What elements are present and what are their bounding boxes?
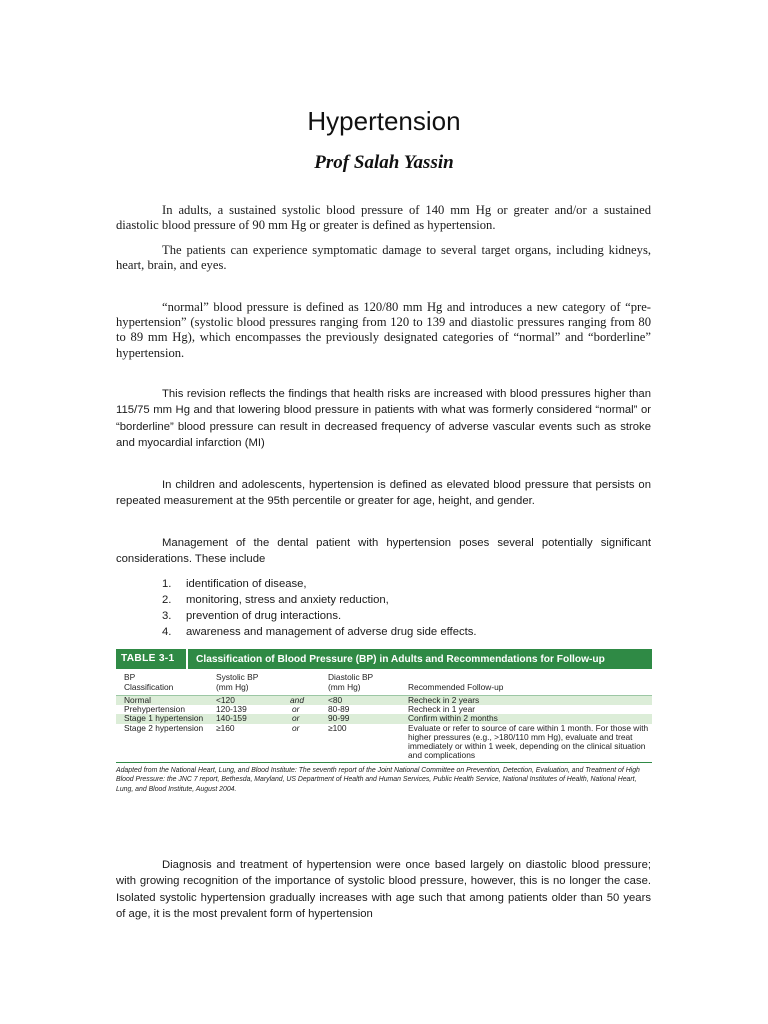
cell-diastolic: 80-89 xyxy=(328,704,350,715)
list-item-number: 2. xyxy=(162,594,172,607)
header-classification-line1: BP xyxy=(124,672,136,682)
cell-classification: Stage 1 hypertension xyxy=(124,713,204,724)
header-diastolic-line2: (mm Hg) xyxy=(328,682,361,692)
paragraph-revision: This revision reflects the findings that health risks are increased with blood pressures higher than 115/75 mm Hg and that lowering blood pressure in patients with what was formerly considered “normal” or “borderline” blood pressure can result in decreased frequency of adverse vascular events such as stroke and myocardial infarction (MI) xyxy=(116,388,651,450)
table-title-bar xyxy=(116,649,652,669)
paragraph-definition: In adults, a sustained systolic blood pressure of 140 mm Hg or greater and/or a sustained diastolic blood pressure of 90 mm Hg or greater is defined as hypertension. xyxy=(116,203,651,233)
list-item-text: monitoring, stress and anxiety reduction, xyxy=(186,594,389,607)
cell-conjunction: and xyxy=(290,695,304,705)
cell-followup: Recheck in 2 years xyxy=(408,695,480,705)
header-classification-line2: Classification xyxy=(124,682,174,692)
cell-classification: Stage 2 hypertension xyxy=(124,722,204,733)
list-item-text: prevention of drug interactions. xyxy=(186,610,342,623)
header-diastolic xyxy=(328,672,373,692)
cell-followup: Confirm within 2 months xyxy=(408,713,498,724)
paragraph-prehypertension: “normal” blood pressure is defined as 120/80 mm Hg and introduces a new category of “pre-hypertension” (systolic blood pressures ranging from 120 to 139 and diastolic pressures ranging from 80 to 89 mm Hg), which encompasses the previously designated categories of “normal” and “borderline” hypertension. xyxy=(116,300,651,360)
cell-conjunction: or xyxy=(292,713,300,724)
header-diastolic-line1: Diastolic BP xyxy=(328,672,374,682)
considerations-list xyxy=(162,576,477,640)
header-classification xyxy=(124,672,173,692)
table-column-headers xyxy=(116,669,652,696)
list-item xyxy=(162,592,477,608)
list-item-number: 3. xyxy=(162,610,172,623)
cell-diastolic: ≥100 xyxy=(328,722,347,733)
header-systolic xyxy=(216,672,258,692)
cell-conjunction: or xyxy=(292,704,300,715)
table-row xyxy=(116,696,652,705)
cell-classification: Normal xyxy=(124,695,151,705)
cell-systolic: 120-139 xyxy=(216,704,247,715)
table-number: TABLE 3-1 xyxy=(116,649,188,669)
header-systolic-line2: (mm Hg) xyxy=(216,682,249,692)
header-followup: Recommended Follow-up xyxy=(408,682,504,692)
cell-systolic: 140-159 xyxy=(216,713,247,724)
table-row xyxy=(116,724,652,761)
document-author: Prof Salah Yassin xyxy=(314,152,454,173)
table-footnote: Adapted from the National Heart, Lung, and Blood Institute: The seventh report of the Joint National Committee on Prevention, Detection, Evaluation, and Treatment of High Blood Pressure: the JNC 7 report, Bethesda, Maryland, US Department of Health and Human Services, Public Health Service, National Institutes of Health, National Heart, Lung, and Blood Institute, August 2004. xyxy=(116,766,640,793)
document-title: Hypertension xyxy=(307,106,461,136)
table-caption: Classification of Blood Pressure (BP) in Adults and Recommendations for Follow-up xyxy=(196,653,605,665)
list-item-text: identification of disease, xyxy=(186,578,307,590)
list-item-number: 1. xyxy=(162,578,172,590)
paragraph-target-organs: The patients can experience symptomatic damage to several target organs, including kidneys, heart, brain, and eyes. xyxy=(116,243,651,273)
bp-classification-table xyxy=(116,649,652,794)
cell-followup: Recheck in 1 year xyxy=(408,704,476,715)
cell-diastolic: 90-99 xyxy=(328,713,350,724)
table-body xyxy=(116,669,652,763)
paragraph-diagnosis: Diagnosis and treatment of hypertension were once based largely on diastolic blood pressure; with growing recognition of the importance of systolic blood pressure, however, this is no longer the case. Isolated systolic hypertension gradually increases with age such that among patients older than 50 years of age, it is the most prevalent form of hypertension xyxy=(116,859,651,921)
table-bottom-rule xyxy=(116,762,652,763)
paragraph-children: In children and adolescents, hypertension is defined as elevated blood pressure that persists on repeated measurement at the 95th percentile or greater for age, height, and gender. xyxy=(116,479,651,508)
cell-classification: Prehypertension xyxy=(124,704,185,715)
list-item-text: awareness and management of adverse drug side effects. xyxy=(186,626,477,639)
cell-followup: Evaluate or refer to source of care within 1 month. For those with higher pressures (e.g., >180/110 mm Hg), evaluate and treat immediately or within 1 week, depending on the clinical situation and complications xyxy=(408,722,649,761)
cell-systolic: ≥160 xyxy=(216,722,235,733)
list-item xyxy=(162,576,477,592)
header-systolic-line1: Systolic BP xyxy=(216,672,259,682)
list-item xyxy=(162,624,477,640)
list-item-number: 4. xyxy=(162,626,172,639)
cell-conjunction: or xyxy=(292,722,300,733)
cell-diastolic: <80 xyxy=(328,695,343,705)
cell-systolic: <120 xyxy=(216,695,235,705)
paragraph-management: Management of the dental patient with hypertension poses several potentially significant considerations. These include xyxy=(116,537,651,566)
list-item xyxy=(162,608,477,624)
